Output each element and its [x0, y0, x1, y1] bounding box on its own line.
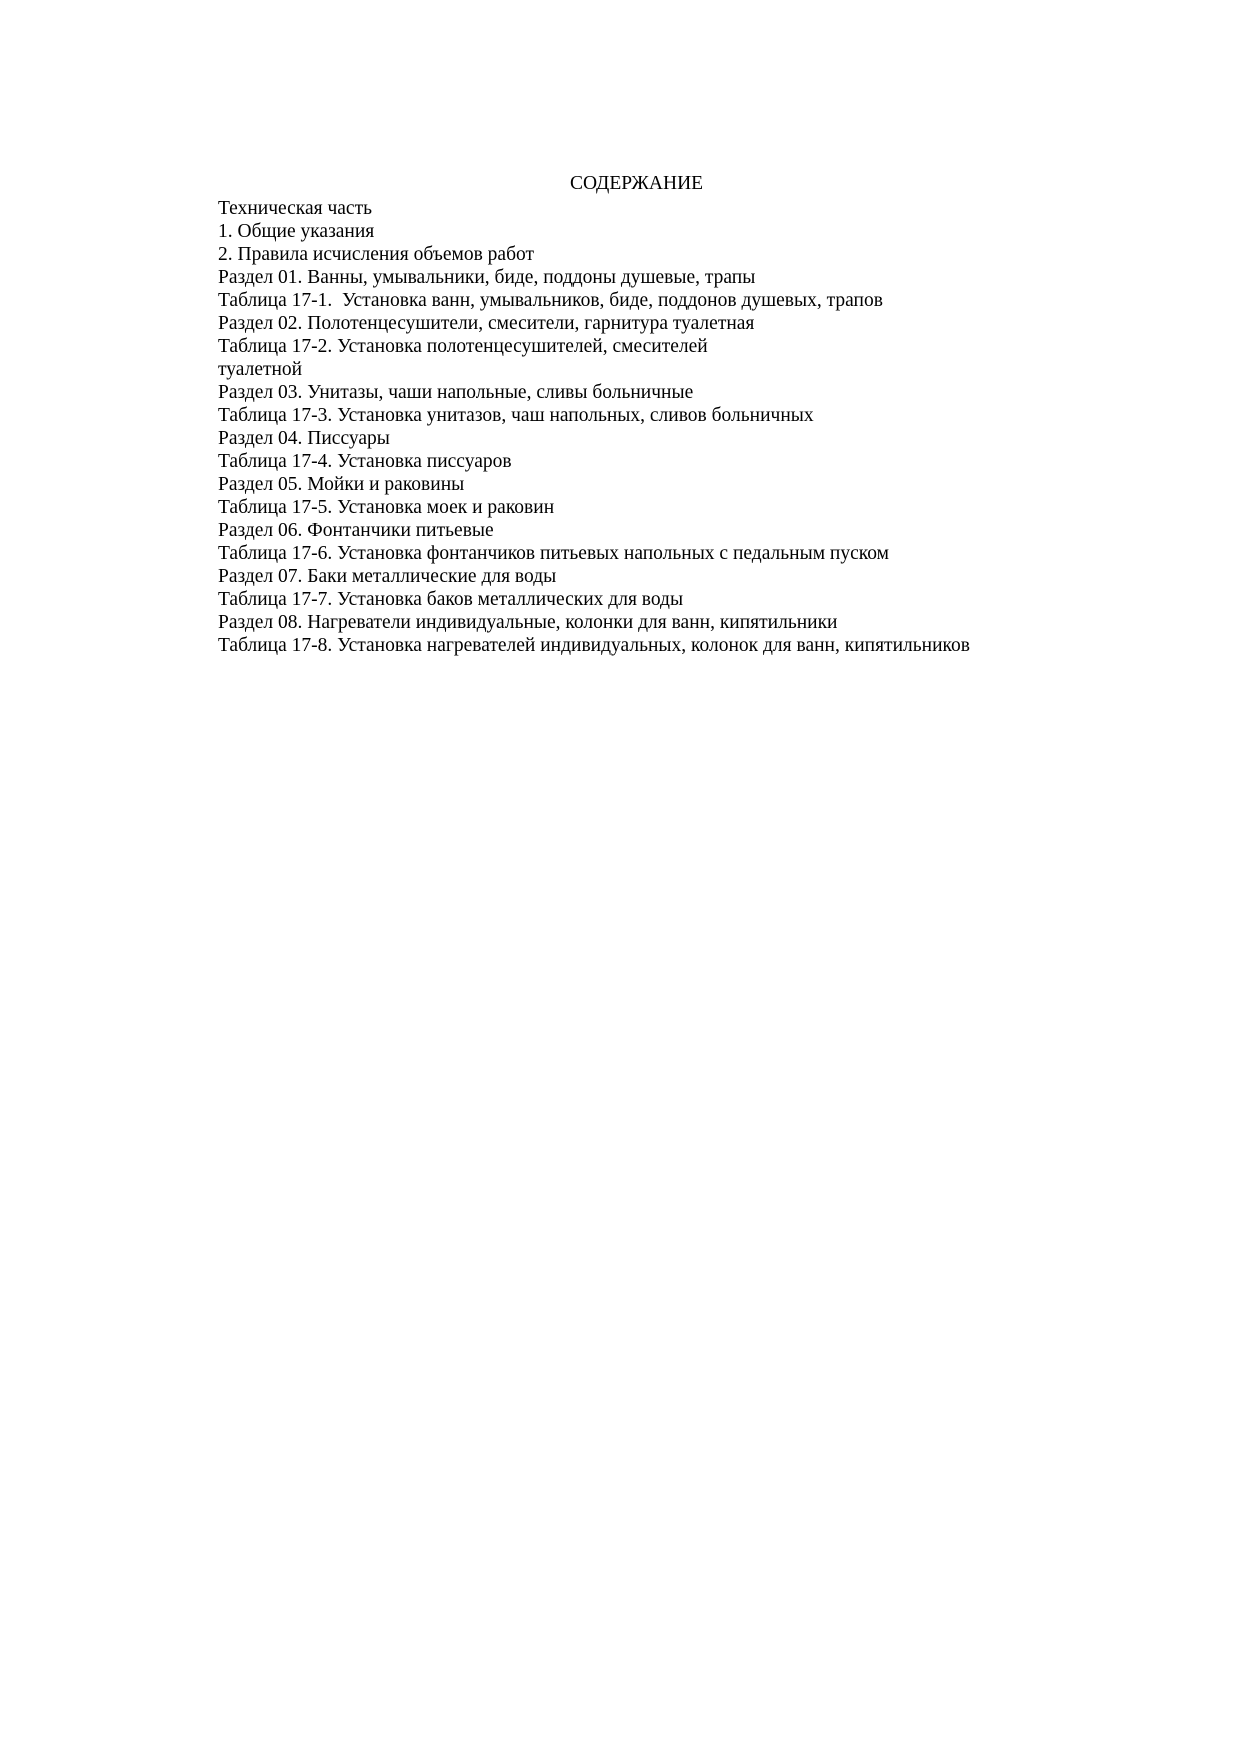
toc-entry: Раздел 02. Полотенцесушители, смесители, гарнитура туалетная: [218, 313, 755, 334]
table-of-contents: [218, 197, 1218, 657]
toc-entry: 2. Правила исчисления объемов работ: [218, 244, 535, 265]
toc-entry: Таблица 17-5. Установка моек и раковин: [218, 497, 555, 518]
toc-entry: Таблица 17-4. Установка писсуаров: [218, 451, 512, 472]
toc-entry: Раздел 01. Ванны, умывальники, биде, поддоны душевые, трапы: [218, 267, 756, 288]
document-title: СОДЕРЖАНИЕ: [569, 173, 704, 194]
toc-entry: Таблица 17-8. Установка нагревателей индивидуальных, колонок для ванн, кипятильников: [218, 635, 970, 656]
toc-entry: Раздел 08. Нагреватели индивидуальные, колонки для ванн, кипятильники: [218, 612, 838, 633]
toc-entry: Таблица 17-3. Установка унитазов, чаш напольных, сливов больничных: [218, 405, 814, 426]
toc-entry: Раздел 03. Унитазы, чаши напольные, сливы больничные: [218, 382, 694, 403]
toc-entry: Раздел 07. Баки металлические для воды: [218, 566, 557, 587]
toc-entry: туалетной: [218, 359, 303, 380]
toc-entry: Таблица 17-7. Установка баков металлических для воды: [218, 589, 684, 610]
toc-entry: Раздел 06. Фонтанчики питьевые: [218, 520, 494, 541]
toc-entry: Техническая часть: [218, 198, 373, 219]
toc-entry: Таблица 17-2. Установка полотенцесушителей, смесителей: [218, 336, 708, 357]
toc-entry: Раздел 05. Мойки и раковины: [218, 474, 465, 495]
toc-entry: Таблица 17-1. Установка ванн, умывальников, биде, поддонов душевых, трапов: [218, 290, 883, 311]
toc-entry: 1. Общие указания: [218, 221, 375, 242]
toc-entry: Таблица 17-6. Установка фонтанчиков питьевых напольных с педальным пуском: [218, 543, 889, 564]
toc-entry: Раздел 04. Писсуары: [218, 428, 390, 449]
